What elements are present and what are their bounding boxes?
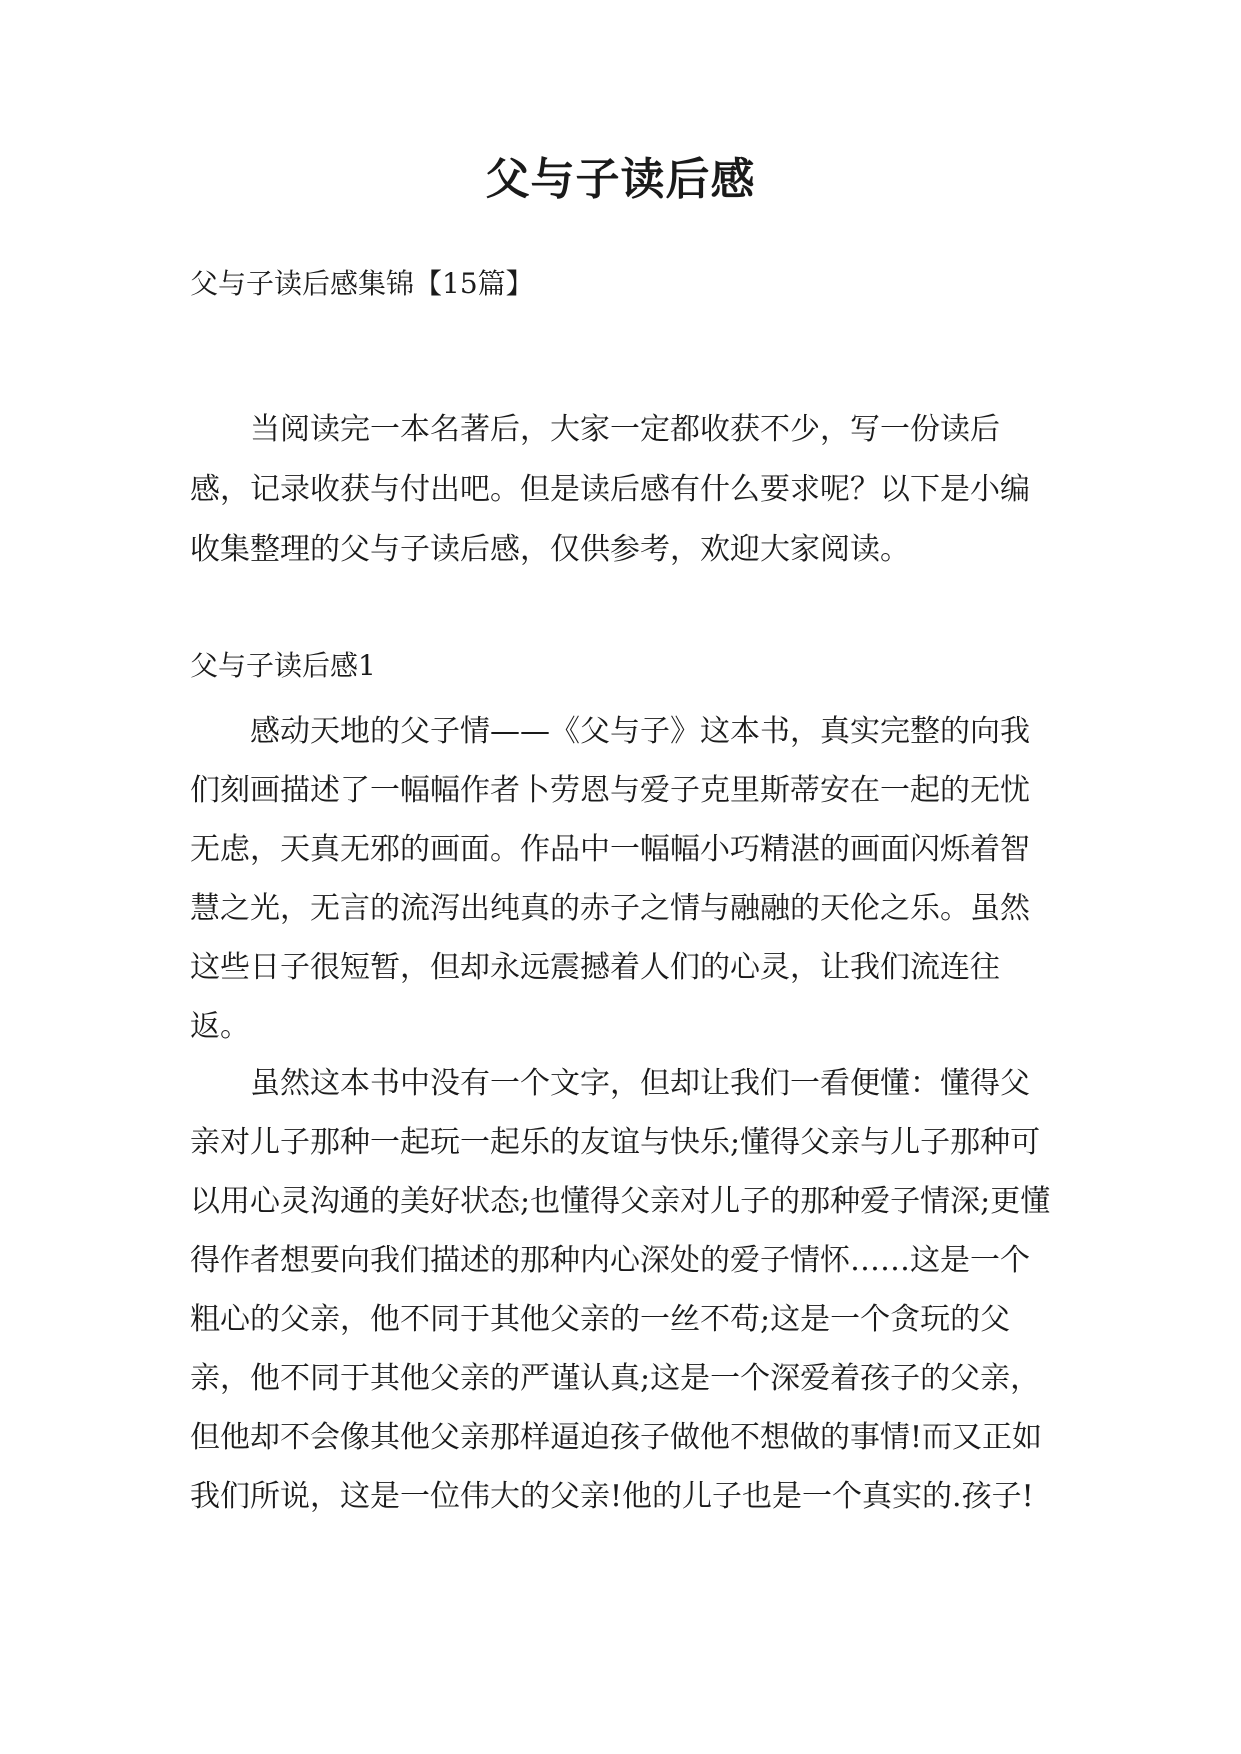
body-paragraph: 虽然这本书中没有一个文字，但却让我们一看便懂：懂得父亲对儿子那种一起玩一起乐的友谊与快乐;懂得父亲与儿子那种可以用心灵沟通的美好状态;也懂得父亲对儿子的那种爱子情深;更懂得作者想要向我们描述的那种内心深处的爱子情怀……这是一个粗心的父亲，他不同于其他父亲的一丝不苟;这是一个贪玩的父亲，他不同于其他父亲的严谨认真;这是一个深爱着孩子的父亲，但他却不会像其他父亲那样逼迫孩子做他不想做的事情!而又正如我们所说，这是一位伟大的父亲!他的儿子也是一个真实的.孩子! bbox=[190, 1066, 1051, 1514]
intro-paragraph: 当阅读完一本名著后，大家一定都收获不少，写一份读后感，记录收获与付出吧。但是读后感有什么要求呢？以下是小编收集整理的父与子读后感，仅供参考，欢迎大家阅读。 bbox=[190, 412, 1030, 567]
section-heading: 父与子读后感1 bbox=[190, 649, 376, 682]
document-title: 父与子读后感 bbox=[485, 154, 756, 205]
body-paragraph: 感动天地的父子情——《父与子》这本书，真实完整的向我们刻画描述了一幅幅作者卜劳恩与爱子克里斯蒂安在一起的无忧无虑，天真无邪的画面。作品中一幅幅小巧精湛的画面闪烁着智慧之光，无言的流泻出纯真的赤子之情与融融的天伦之乐。虽然这些日子很短暂，但却永远震撼着人们的心灵，让我们流连往返。 bbox=[190, 714, 1030, 1044]
document-subtitle: 父与子读后感集锦【15篇】 bbox=[190, 267, 534, 300]
